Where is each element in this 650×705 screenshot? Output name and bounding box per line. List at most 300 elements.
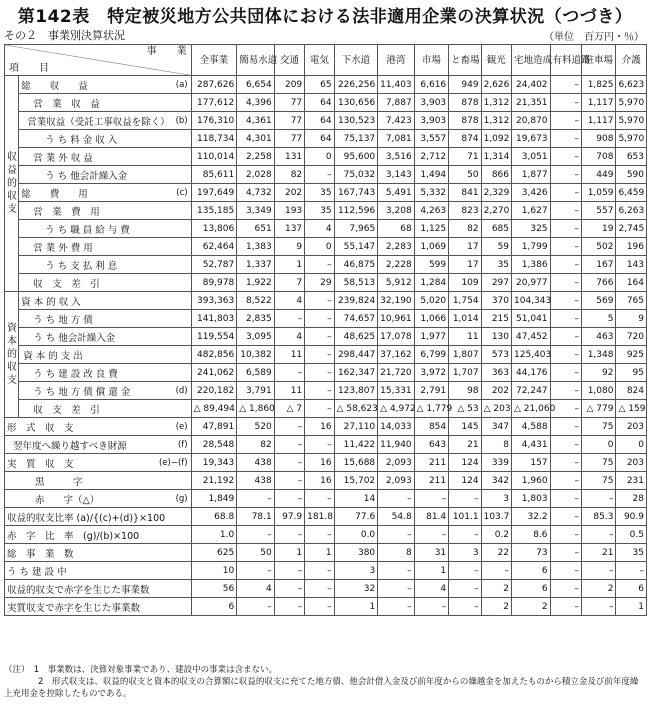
table-cell: – [550,76,581,94]
table-cell: – [581,490,615,508]
table-cell: 110,014 [191,148,237,166]
row-label: う ち 他会計繰入金 [19,328,155,346]
table-cell: 1,977 [414,328,448,346]
table-cell: 47,452 [512,328,551,346]
row-label: 実質収支で赤字を生じた事業数 [5,598,155,616]
table-row [5,364,647,382]
row-label: う ち 職 員 給 与 費 [19,220,155,238]
table-cell: 74,657 [334,310,378,328]
table-cell: 167 [581,256,615,274]
table-cell: △ 1,779 [414,400,448,418]
table-cell: – [481,562,511,580]
table-row [5,472,647,490]
table-cell: 89,978 [191,274,237,292]
table-cell: 7 [274,274,304,292]
table-cell: 2 [481,598,511,616]
table-cell: 31 [414,544,448,562]
table-cell: 75,032 [334,166,378,184]
table-cell: 925 [616,346,647,364]
table-cell: 56 [191,580,237,598]
col-header: 下水道 [334,45,378,76]
row-label: う ち 他会計繰入金 [19,166,155,184]
table-cell: – [550,328,581,346]
table-cell: 1,383 [237,238,275,256]
row-label: 収 支 差 引 [19,400,155,418]
table-cell: 651 [237,220,275,238]
table-cell: 4 [305,220,334,238]
table-cell: 325 [512,220,551,238]
table-cell: – [550,472,581,490]
col-header: 宅地造成 [512,45,551,76]
table-cell: 438 [237,454,275,472]
table-row [5,490,647,508]
table-cell: 64 [305,130,334,148]
table-cell: 3,903 [414,112,448,130]
table-row [5,598,647,616]
table-cell: – [305,400,334,418]
table-cell: 1,803 [512,490,551,508]
table-cell: 19,673 [512,130,551,148]
table-cell: – [378,490,415,508]
table-cell: 380 [334,544,378,562]
table-cell: 101.1 [449,508,481,526]
table-cell: 17,078 [378,328,415,346]
table-cell: 226,256 [334,76,378,94]
row-tag [155,94,192,112]
table-cell: 5,970 [616,112,647,130]
table-cell: 6,623 [616,76,647,94]
table-cell: 5,491 [378,184,415,202]
table-cell: 841 [449,184,481,202]
table-row [5,436,647,454]
table-cell: 21 [581,544,615,562]
table-cell: – [274,580,304,598]
row-tag [155,562,192,580]
table-cell: 11 [274,346,304,364]
row-tag [155,274,192,292]
row-label: 実 質 収 支 [5,454,155,472]
table-cell: 1,117 [581,112,615,130]
table-cell: △ 21,060 [512,400,551,418]
table-cell: 2,835 [237,310,275,328]
table-cell: 569 [581,292,615,310]
table-cell: 1,348 [581,346,615,364]
table-cell: 46,875 [334,256,378,274]
row-tag [155,148,192,166]
table-row [5,544,647,562]
table-cell: 77.6 [334,508,378,526]
table-cell: – [550,382,581,400]
table-cell: 3,349 [237,202,275,220]
table-cell: 3,791 [237,382,275,400]
table-row [5,112,647,130]
table-cell: △ 779 [581,400,615,418]
row-tag [155,598,192,616]
table-cell: 6 [616,580,647,598]
row-label: 営 業 外 費 用 [19,238,155,256]
table-cell: 590 [616,166,647,184]
row-label: 総 収 益 [19,76,155,94]
table-cell: – [550,238,581,256]
table-cell: 3,557 [414,130,448,148]
table-cell: 211 [414,454,448,472]
table-row [5,526,647,544]
table-cell: – [449,562,481,580]
table-cell: 4,263 [414,202,448,220]
table-cell: 2,329 [481,184,511,202]
table-cell: 157 [512,454,551,472]
table-cell: 2,712 [414,148,448,166]
row-tag: (f) [155,436,192,454]
table-cell: 1,337 [237,256,275,274]
table-cell: 6 [512,562,551,580]
table-cell: 653 [616,148,647,166]
table-cell: 203 [616,454,647,472]
table-cell: 0 [305,148,334,166]
table-cell: 438 [237,472,275,490]
table-cell: 5,970 [616,94,647,112]
row-tag: (e)−(f) [155,454,192,472]
table-cell: 720 [616,328,647,346]
table-cell: 685 [481,220,511,238]
table-row [5,148,647,166]
table-cell: 13,806 [191,220,237,238]
table-cell: 72,247 [512,382,551,400]
table-cell: – [550,364,581,382]
row-tag [155,130,192,148]
table-cell: 44,176 [512,364,551,382]
table-cell: 363 [481,364,511,382]
table-cell: 215 [481,310,511,328]
table-row [5,328,647,346]
row-label: 黒 字 [5,472,155,490]
table-cell: 193 [274,202,304,220]
table-cell: 62,464 [191,238,237,256]
table-cell: 130,656 [334,94,378,112]
row-label: 翌年度へ繰り越すべき財源 [5,436,155,454]
table-cell: 449 [581,166,615,184]
table-cell: 211 [414,472,448,490]
row-label: う ち 地 方 債 償 還 金 [19,382,155,400]
table-cell: 15,688 [334,454,378,472]
table-cell: 2,258 [237,148,275,166]
table-row [5,562,647,580]
table-cell: 125,403 [512,346,551,364]
table-row [5,184,647,202]
table-cell: 1 [274,544,304,562]
table-row [5,238,647,256]
row-label: 総 費 用 [19,184,155,202]
table-cell: 14 [334,490,378,508]
row-label: 営 業 収 益 [19,94,155,112]
table-cell: – [305,490,334,508]
table-cell: 28,548 [191,436,237,454]
table-cell: 141,803 [191,310,237,328]
table-row [5,94,647,112]
table-row [5,76,647,94]
table-cell: 21,720 [378,364,415,382]
table-cell: – [305,256,334,274]
table-cell: 85,611 [191,166,237,184]
table-cell: 557 [581,202,615,220]
row-label: 収益的収支で赤字を生じた事業数 [5,580,155,598]
table-cell: 5 [581,310,615,328]
table-cell: 4 [414,580,448,598]
table-cell: – [449,598,481,616]
col-header: 港湾 [378,45,415,76]
table-cell: 1,877 [512,166,551,184]
table-cell: 0 [305,238,334,256]
table-cell: 3,426 [512,184,551,202]
table-cell: 145 [449,418,481,436]
table-cell: 35 [305,184,334,202]
table-cell: 347 [481,418,511,436]
table-cell: – [237,490,275,508]
table-cell: – [378,598,415,616]
table-cell: – [550,94,581,112]
table-cell: 3 [334,562,378,580]
table-cell: 878 [449,94,481,112]
table-cell: 52,787 [191,256,237,274]
table-cell: 50 [237,544,275,562]
table-cell: 393,363 [191,292,237,310]
table-cell: 164 [616,274,647,292]
table-cell: 75,137 [334,130,378,148]
table-cell: 823 [449,202,481,220]
table-cell: △ 53 [449,400,481,418]
table-cell: 7,965 [334,220,378,238]
table-cell: 177,612 [191,94,237,112]
table-row [5,292,647,310]
table-row [5,202,647,220]
table-cell: 75 [581,418,615,436]
row-label: 収 支 差 引 [19,274,155,292]
table-cell: – [274,310,304,328]
table-cell: – [305,382,334,400]
table-cell: 342 [481,472,511,490]
table-cell: – [305,166,334,184]
settlement-table [4,44,647,616]
table-cell: 11,403 [378,76,415,94]
table-cell: 370 [481,292,511,310]
row-label: 赤 字（△） [5,490,155,508]
table-cell: 16 [305,418,334,436]
table-cell: 8.6 [512,526,551,544]
table-cell: – [305,310,334,328]
table-cell: 3 [481,490,511,508]
table-cell: 6,654 [237,76,275,94]
table-cell: 878 [449,112,481,130]
table-cell: 3 [449,544,481,562]
table-cell: 8 [481,436,511,454]
row-label: 資 本 的 収 入 [19,292,155,310]
table-row [5,580,647,598]
table-cell: 5,332 [414,184,448,202]
table-cell: 3,516 [378,148,415,166]
row-tag [155,256,192,274]
table-cell: – [449,526,481,544]
table-cell: 2,283 [378,238,415,256]
table-cell: 9 [274,238,304,256]
table-cell: 16 [305,472,334,490]
table-cell: 1,125 [414,220,448,238]
table-cell: 16 [305,454,334,472]
table-cell: – [550,490,581,508]
table-cell: – [550,562,581,580]
table-cell: – [305,346,334,364]
table-cell: – [305,562,334,580]
table-cell: 3,095 [237,328,275,346]
table-cell: 35 [616,544,647,562]
table-cell: 220,182 [191,382,237,400]
table-cell: 77 [274,112,304,130]
table-cell: 3,143 [378,166,415,184]
table-cell: 32.2 [512,508,551,526]
table-cell: 47,891 [191,418,237,436]
table-cell: – [550,346,581,364]
footnotes [4,664,644,700]
table-cell: 197,649 [191,184,237,202]
row-tag: (c) [155,184,192,202]
table-cell: 1,066 [414,310,448,328]
col-header: 全事業 [191,45,237,76]
table-cell: 167,743 [334,184,378,202]
row-tag [155,220,192,238]
col-header: 市場 [414,45,448,76]
table-cell: – [550,436,581,454]
table-cell: 1 [414,562,448,580]
table-cell: 463 [581,328,615,346]
table-cell: 14,033 [378,418,415,436]
table-cell: 1,922 [237,274,275,292]
table-body [5,76,647,616]
table-cell: 2,745 [616,220,647,238]
table-cell: 1,849 [191,490,237,508]
row-label: 赤 字 比 率 (g)/(b)×100 [5,526,155,544]
table-cell: 10,961 [378,310,415,328]
table-cell: – [274,526,304,544]
table-cell: – [449,580,481,598]
table-cell: 1,807 [449,346,481,364]
table-cell: 8 [378,544,415,562]
table-cell: 4,396 [237,94,275,112]
table-cell: 0 [616,436,647,454]
table-cell: – [550,310,581,328]
table-cell: 1.0 [191,526,237,544]
table-cell: 11,422 [334,436,378,454]
table-cell: 854 [414,418,448,436]
table-cell: 65 [305,76,334,94]
row-tag [155,346,192,364]
table-cell: 19,343 [191,454,237,472]
table-cell: 298,447 [334,346,378,364]
group-label-capital: 資本的収支 [5,292,19,418]
row-tag [155,526,192,544]
table-cell: 98 [449,382,481,400]
table-cell: 82 [449,220,481,238]
page-subtitle: その２ 事業別決算状況 [4,29,125,42]
table-cell: 6 [512,580,551,598]
table-cell: 0 [581,436,615,454]
table-cell: 85.3 [581,508,615,526]
table-cell: – [274,454,304,472]
table-cell: 6,799 [414,346,448,364]
table-cell: 137 [274,220,304,238]
table-cell: 2 [512,598,551,616]
table-cell: – [237,562,275,580]
table-row [5,508,647,526]
row-tag [155,364,192,382]
row-tag [155,202,192,220]
table-cell: 124 [449,454,481,472]
table-cell: 1,092 [481,130,511,148]
row-tag: (g) [155,490,192,508]
table-cell: – [550,508,581,526]
table-cell: 8,522 [237,292,275,310]
table-cell: 7,423 [378,112,415,130]
table-cell: 24,402 [512,76,551,94]
table-cell: – [305,580,334,598]
table-cell: – [305,526,334,544]
table-cell: 22 [481,544,511,562]
table-cell: – [550,220,581,238]
table-cell: 766 [581,274,615,292]
table-cell: 10,382 [237,346,275,364]
table-cell: 1 [305,544,334,562]
table-cell: – [274,418,304,436]
table-cell: 32 [334,580,378,598]
table-cell: 202 [481,382,511,400]
table-cell: 824 [616,382,647,400]
table-cell: 874 [449,130,481,148]
footnote: 2 形式収支は、収益的収支と資本的収支の合算額に収益的収支に充てた地方債、他会計借入金及び前年度からの繰越金を加えたものから積立金及び前年度繰上充用金を控除したものである。 [4,677,639,699]
table-cell: – [550,148,581,166]
table-cell: 77 [274,130,304,148]
table-cell: 203 [616,418,647,436]
table-cell: 4 [274,292,304,310]
table-cell: – [274,490,304,508]
table-cell: – [274,598,304,616]
table-cell: 2,028 [237,166,275,184]
table-cell: 2 [481,580,511,598]
row-tag: (b) [155,112,192,130]
table-cell: 20,977 [512,274,551,292]
table-cell: 19 [581,220,615,238]
table-cell: 123,807 [334,382,378,400]
footnote: （注） 1 事業数は、決算対象事業であり、建設中の事業は含まない。 [4,665,278,675]
table-cell: 21,192 [191,472,237,490]
table-cell: 143 [616,256,647,274]
col-header: と畜場 [449,45,481,76]
table-cell: 949 [449,76,481,94]
col-header: 交通 [274,45,304,76]
table-cell: – [237,526,275,544]
table-cell: 109 [449,274,481,292]
table-cell: 64 [305,112,334,130]
table-cell: – [305,598,334,616]
row-label: う ち 支 払 利 息 [19,256,155,274]
table-cell: 82 [274,166,304,184]
table-cell: 92 [581,364,615,382]
row-tag [155,292,192,310]
table-cell: – [414,526,448,544]
table-cell: 68 [378,220,415,238]
table-cell: 11 [274,382,304,400]
table-cell: 1,825 [581,76,615,94]
table-cell: 35 [481,256,511,274]
table-cell: 71 [449,148,481,166]
row-label: 営 業 外 収 益 [19,148,155,166]
